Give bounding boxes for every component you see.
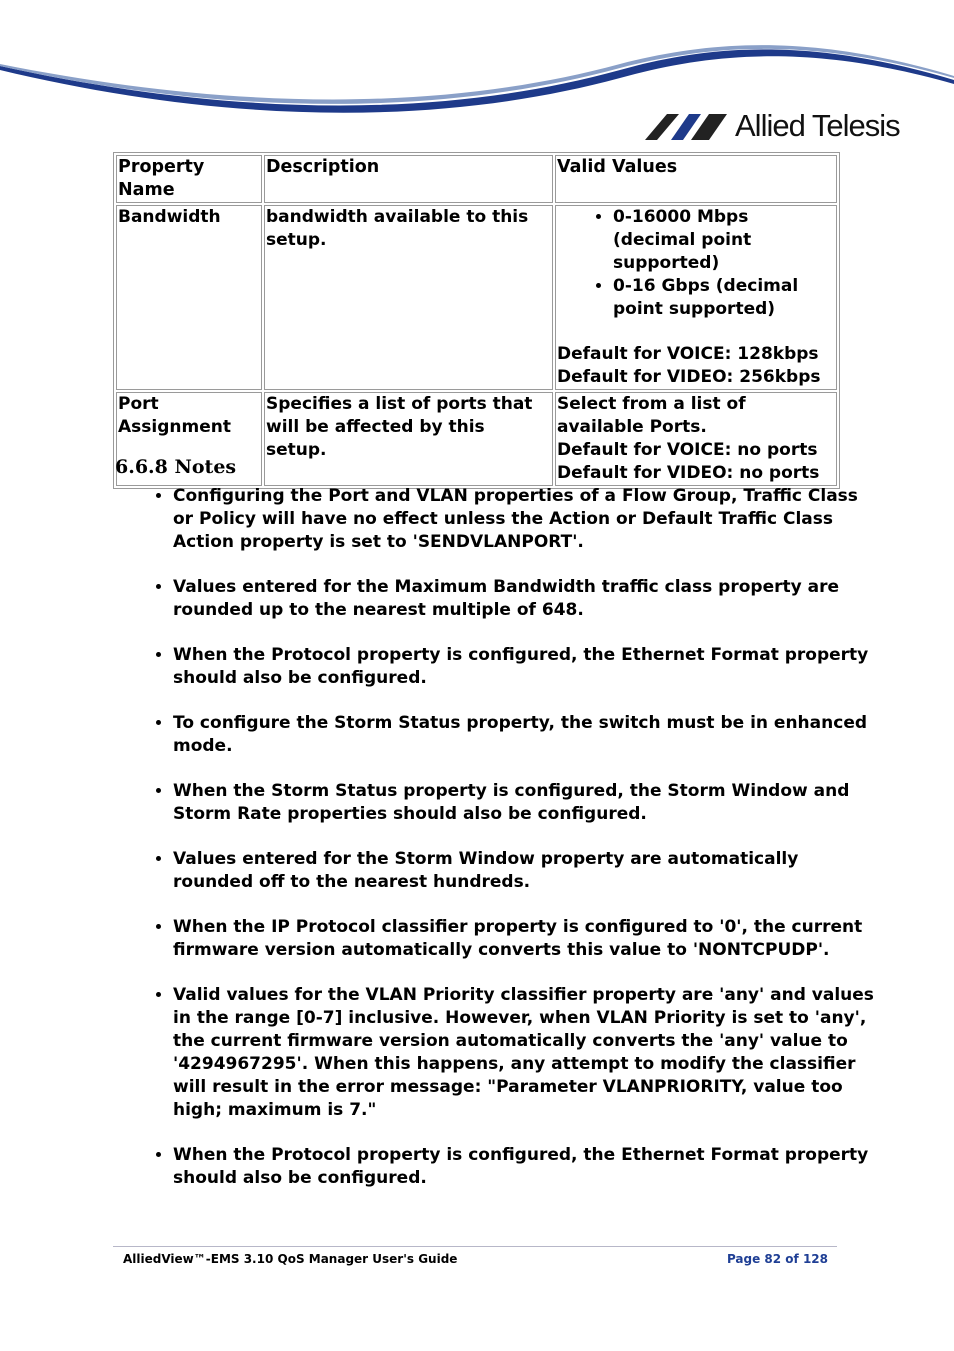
- brand-name: Allied Telesis: [735, 108, 900, 143]
- default-value: Default for VIDEO: 256kbps: [557, 367, 821, 387]
- allied-telesis-logo-icon: [645, 114, 727, 140]
- default-value: Default for VIDEO: no ports: [557, 463, 820, 483]
- valid-values: [555, 392, 837, 486]
- page-number: Page 82 of 128: [726, 1252, 828, 1266]
- table-header-row: [116, 155, 837, 203]
- list-item: • 0-16 Gbps (decimal point supported): [613, 275, 835, 321]
- list-item: • When the Protocol property is configured, the Ethernet Format property should also be configured.: [173, 1144, 878, 1190]
- notes-list: [135, 485, 878, 1212]
- default-value: Default for VOICE: 128kbps: [557, 344, 819, 364]
- property-description: bandwidth available to this setup.: [264, 205, 553, 390]
- list-item: • To configure the Storm Status property, the switch must be in enhanced mode.: [173, 712, 878, 758]
- property-table: [113, 152, 840, 489]
- valid-values-list: [557, 206, 835, 321]
- valid-values: [555, 205, 837, 390]
- list-item: • When the IP Protocol classifier property is configured to '0', the current firmware version automatically converts this value to 'NONTCPUDP'.: [173, 916, 878, 962]
- footer-divider: [113, 1246, 837, 1247]
- list-item: • Values entered for the Storm Window property are automatically rounded off to the nearest hundreds.: [173, 848, 878, 894]
- column-header: Valid Values: [555, 155, 837, 203]
- list-item: • Valid values for the VLAN Priority classifier property are 'any' and values in the range [0-7] inclusive. However, when VLAN Priority is set to 'any', the current firmware version automatically converts the 'any' value to '4294967295'. When this happens, any attempt to modify the classifier will result in the error message: "Parameter VLANPRIORITY, value too high; maximum is 7.": [173, 984, 878, 1122]
- column-header: Description: [264, 155, 553, 203]
- section-heading: 6.6.8 Notes: [115, 456, 237, 478]
- list-item: • Configuring the Port and VLAN properties of a Flow Group, Traffic Class or Policy will have no effect unless the Action or Default Traffic Class Action property is set to 'SENDVLANPORT'.: [173, 485, 878, 554]
- table-row: [116, 205, 837, 390]
- list-item: • When the Storm Status property is configured, the Storm Window and Storm Rate properties should also be configured.: [173, 780, 878, 826]
- property-description: Specifies a list of ports that will be affected by this setup.: [264, 392, 553, 486]
- valid-value-text: Select from a list of available Ports.: [557, 394, 746, 437]
- property-name: Port Assignment: [116, 392, 262, 486]
- allied-telesis-logo: [645, 108, 905, 148]
- default-value: Default for VOICE: no ports: [557, 440, 818, 460]
- property-name: Bandwidth: [116, 205, 262, 390]
- list-item: • 0-16000 Mbps (decimal point supported): [613, 206, 835, 275]
- list-item: • Values entered for the Maximum Bandwidth traffic class property are rounded up to the nearest multiple of 648.: [173, 576, 878, 622]
- column-header: Property Name: [116, 155, 262, 203]
- footer-title: AlliedView™-EMS 3.10 QoS Manager User's Guide: [123, 1252, 458, 1266]
- list-item: • When the Protocol property is configured, the Ethernet Format property should also be configured.: [173, 644, 878, 690]
